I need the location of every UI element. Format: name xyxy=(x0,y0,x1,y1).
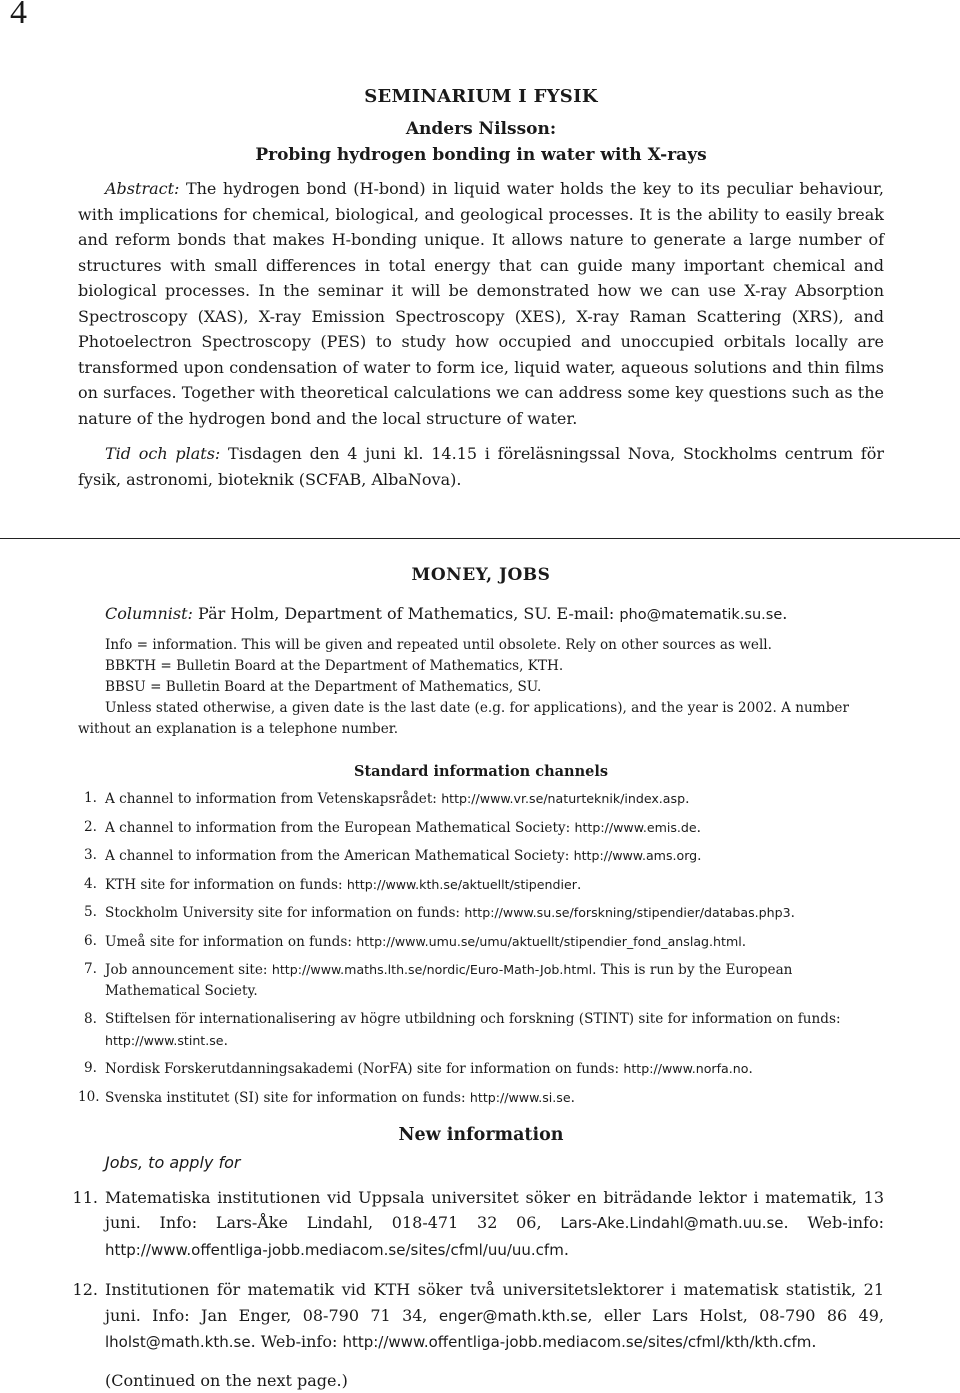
channel-description: A channel to information from the European Mathematical Society: xyxy=(105,819,571,836)
job-number: 11. xyxy=(72,1187,98,1207)
channel-link[interactable]: http://www.maths.lth.se/nordic/Euro-Math-Job.html xyxy=(271,962,593,977)
time-place-paragraph xyxy=(78,441,884,492)
time-place-text: Tisdagen den 4 juni kl. 14.15 i föreläsningssal Nova, Stockholms centrum för fysik, astronomi, bioteknik (SCFAB, AlbaNova). xyxy=(78,444,885,489)
channel-link[interactable]: http://www.su.se/forskning/stipendier/databas.php3 xyxy=(464,905,791,920)
jobs-list xyxy=(72,1185,884,1357)
abstract-text: The hydrogen bond (H-bond) in liquid water holds the key to its peculiar behaviour, with implications for chemical, biological, and geological processes. It is the ability to easily break and reform bonds that makes H-bonding unique. It allows nature to generate a large number of structures with small differences in total energy that can guide many important chemical and biological processes. In the seminar it will be demonstrated how we can use X-ray Absorption Spectroscopy (XAS), X-ray Emission Spectroscopy (XES), X-ray Raman Scattering (XRS), and Photoelectron Spectroscopy (PES) to study how occupied and unoccupied orbitals locally are transformed upon condensation of water to form ice, liquid water, aqueous solutions and thin films on surfaces. Together with theoretical calculations we can address some key questions such as the nature of the hydrogen bond and the local structure of water. xyxy=(78,179,885,428)
channel-number: 8. xyxy=(84,1010,97,1027)
channel-link[interactable]: http://www.si.se xyxy=(469,1089,571,1105)
page-number: 4 xyxy=(10,0,27,31)
job-end: . xyxy=(563,1240,569,1260)
channel-description: A channel to information from the American Mathematical Society: xyxy=(105,848,570,864)
channel-after: . xyxy=(223,1032,228,1049)
time-place-label: Tid och plats: xyxy=(105,444,221,463)
channel-description: Umeå site for information on funds: xyxy=(105,933,352,950)
job-item xyxy=(72,1277,884,1356)
channel-after: . xyxy=(741,933,747,950)
channel-number: 1. xyxy=(84,790,97,806)
channel-item xyxy=(78,931,884,953)
money-jobs-section xyxy=(72,562,884,1393)
info-definition: Info = information. This will be given and repeated until obsolete. Rely on other sources as well. xyxy=(105,637,772,653)
continued-note: (Continued on the next page.) xyxy=(105,1371,348,1391)
channel-item xyxy=(78,845,884,867)
channel-after: . xyxy=(696,819,701,836)
channel-link[interactable]: http://www.ams.org xyxy=(573,848,698,863)
channel-number: 5. xyxy=(84,904,97,920)
job-web-link[interactable]: http://www.offentliga-jobb.mediacom.se/sites/cfml/kth/kth.cfm xyxy=(342,1333,812,1352)
channel-description: A channel to information from Vetenskapsrådet: xyxy=(105,791,437,807)
channel-after: . xyxy=(576,876,582,893)
job-contact-email-link[interactable]: enger@math.kth.se xyxy=(438,1306,588,1325)
job-number: 12. xyxy=(72,1279,98,1299)
talk-title: Probing hydrogen bonding in water with X-rays xyxy=(255,145,707,165)
job-web-info-label: . Web-info: xyxy=(783,1213,884,1233)
bbsu-definition: BBSU = Bulletin Board at the Department of Mathematics, SU. xyxy=(105,679,542,695)
abstract-paragraph xyxy=(78,176,884,431)
channel-number: 10. xyxy=(78,1088,100,1105)
job-item xyxy=(72,1185,884,1264)
channel-description: KTH site for information on funds: xyxy=(105,876,343,893)
channel-item xyxy=(78,1058,884,1080)
channel-number: 3. xyxy=(84,847,97,863)
channel-after: . xyxy=(790,905,795,921)
channel-description: Stockholm University site for information on funds: xyxy=(105,905,461,921)
job-end: . xyxy=(811,1332,817,1352)
columnist-text: Pär Holm, Department of Mathematics, SU. E-mail: xyxy=(198,604,615,623)
channel-after: . xyxy=(748,1061,753,1077)
section-divider xyxy=(0,538,960,539)
job-contact-email-link[interactable]: Lars-Ake.Lindahl@math.uu.se xyxy=(560,1214,784,1233)
channel-after: . xyxy=(697,848,702,864)
money-jobs-title: MONEY, JOBS xyxy=(411,565,551,585)
job-description: Institutionen för matematik vid KTH söker två universitetslektorer i matematisk statistik, 21 juni. Info: Jan Enger, 08-790 71 34, xyxy=(105,1279,884,1325)
new-information-heading: New information xyxy=(398,1124,564,1145)
channel-number: 2. xyxy=(84,818,97,835)
channel-description: Stiftelsen för internationalisering av högre utbildning och forskning (STINT) site for information on funds: xyxy=(105,1010,841,1027)
channel-item xyxy=(78,959,884,1002)
channel-description: Job announcement site: xyxy=(105,962,268,978)
channel-item xyxy=(78,1087,884,1109)
channel-after: . xyxy=(570,1089,575,1106)
speaker-name: Anders Nilsson: xyxy=(405,119,557,139)
channel-item xyxy=(78,902,884,924)
columnist-line xyxy=(105,602,884,627)
channel-item xyxy=(78,788,884,810)
channel-number: 7. xyxy=(84,961,97,977)
job-contact-email-link[interactable]: lholst@math.kth.se xyxy=(105,1333,251,1352)
channel-after: . xyxy=(685,791,690,807)
seminar-section xyxy=(78,84,884,492)
job-web-link[interactable]: http://www.offentliga-jobb.mediacom.se/sites/cfml/uu/uu.cfm xyxy=(105,1241,564,1260)
channel-item xyxy=(78,817,884,839)
seminar-section-title: SEMINARIUM I FYSIK xyxy=(364,86,598,107)
columnist-end: . xyxy=(782,604,788,623)
channel-link[interactable]: http://www.stint.se xyxy=(105,1032,224,1048)
job-description: Matematiska institutionen vid Uppsala universitet söker en biträdande lektor i matematik, 13 juni. Info: Lars-Åke Lindahl, 018-471 32 06, xyxy=(105,1187,884,1233)
channel-after: . This is run by the European Mathematical Society. xyxy=(105,962,793,999)
date-convention-note: Unless stated otherwise, a given date is the last date (e.g. for applications), and the year is 2002. A number without an explanation is a telephone number. xyxy=(78,700,849,737)
channel-number: 6. xyxy=(84,932,97,949)
channel-link[interactable]: http://www.vr.se/naturteknik/index.asp xyxy=(441,791,686,806)
channel-description: Nordisk Forskerutdanningsakademi (NorFA) site for information on funds: xyxy=(105,1061,620,1077)
channels-heading: Standard information channels xyxy=(353,763,609,780)
channel-number: 9. xyxy=(84,1060,97,1076)
channels-list xyxy=(78,788,884,1109)
columnist-email-link[interactable]: pho@matematik.su.se xyxy=(619,607,783,623)
bbkth-definition: BBKTH = Bulletin Board at the Department of Mathematics, KTH. xyxy=(105,658,564,674)
channel-description: Svenska institutet (SI) site for information on funds: xyxy=(105,1089,466,1106)
columnist-label: Columnist: xyxy=(105,604,193,623)
jobs-heading: Jobs, to apply for xyxy=(105,1152,241,1172)
channel-link[interactable]: http://www.umu.se/umu/aktuellt/stipendier_fond_anslag.html xyxy=(356,933,742,949)
job-second-contact: , eller Lars Holst, 08-790 86 49, xyxy=(587,1305,884,1325)
channel-link[interactable]: http://www.emis.de xyxy=(574,819,697,835)
abstract-label: Abstract: xyxy=(105,179,180,198)
channel-number: 4. xyxy=(84,875,97,892)
channel-item xyxy=(78,874,884,896)
channel-link[interactable]: http://www.kth.se/aktuellt/stipendier xyxy=(346,876,577,892)
job-web-info-label: . Web-info: xyxy=(250,1332,338,1352)
channel-item xyxy=(78,1009,884,1052)
channel-link[interactable]: http://www.norfa.no xyxy=(623,1061,749,1076)
